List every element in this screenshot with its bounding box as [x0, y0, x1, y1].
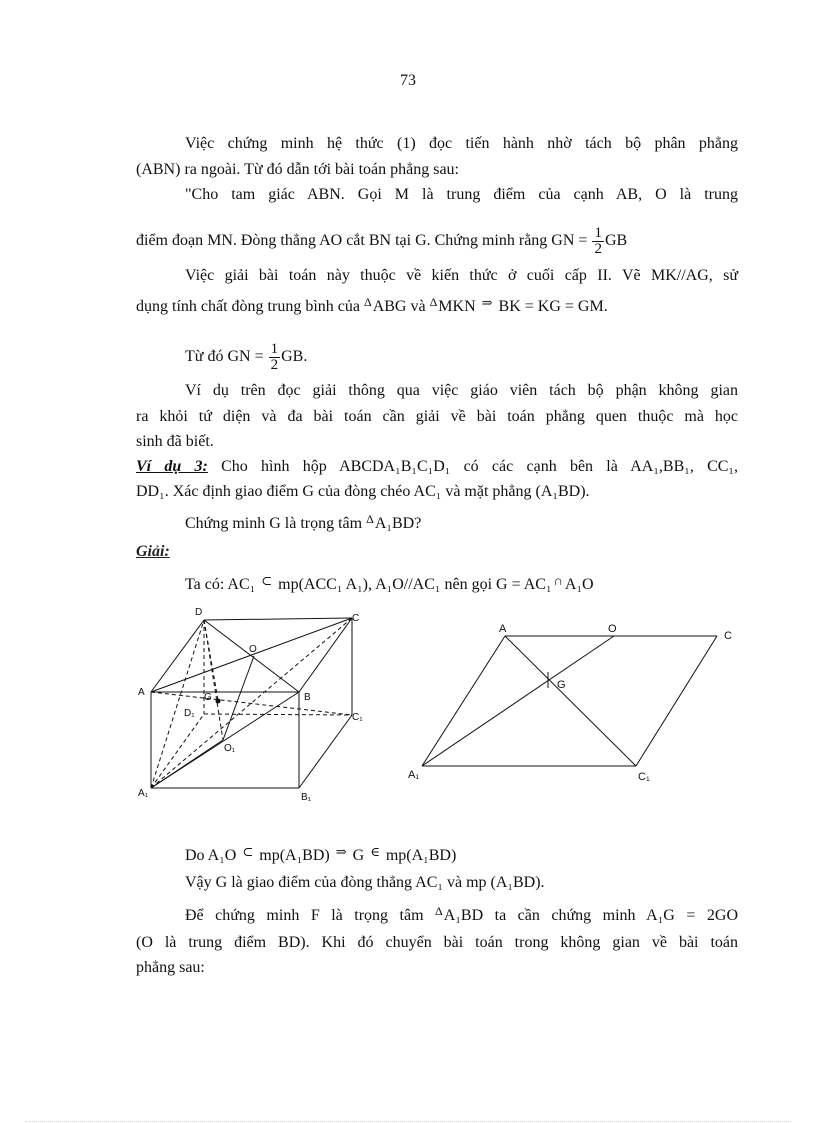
after-l1-a: Do A₁O — [185, 847, 241, 864]
label-d1: D₁ — [184, 708, 195, 719]
p4-lhs: GN = — [227, 348, 268, 366]
label-d: D — [195, 607, 203, 618]
dash-d-g — [204, 620, 218, 700]
edge-a-d — [151, 620, 204, 692]
after-line3 — [185, 906, 738, 926]
pg-label-g: G — [557, 679, 566, 691]
side-a1-a — [422, 636, 505, 766]
fraction-denominator: 2 — [594, 241, 602, 257]
diag-a-c1 — [505, 636, 636, 766]
after-line4: (O là trung điểm BD). Khi đó chuyển bài toán trong không gian về bài toán — [136, 934, 738, 951]
implies-arrow: ⇒ — [481, 295, 493, 310]
edge-b-c — [299, 618, 352, 692]
point-g — [216, 699, 221, 704]
dash-d1-c1 — [204, 714, 352, 715]
pg-label-o: O — [608, 623, 617, 635]
label-c1: C₁ — [352, 712, 363, 723]
pg-label-a: A — [499, 623, 507, 635]
diag-d-b — [204, 620, 299, 692]
subset-symbol-2: ⊂ — [242, 844, 254, 859]
after-l3-b: A₁BD ta cần chứng minh A₁G = 2GO — [443, 907, 738, 924]
dash-a1-d1 — [151, 714, 204, 788]
label-c: C — [352, 613, 360, 624]
label-o1: O₁ — [224, 743, 236, 754]
after-line2: Vậy G là giao điểm của đòng thẳng AC₁ và mp (A₁BD). — [185, 874, 545, 891]
p1-line2: (ABN) ra ngoài. Từ đó dẫn tới bài toán phẳng sau: — [136, 161, 459, 178]
subset-symbol: ⊂ — [261, 573, 273, 588]
triangle-symbol-2: Δ — [429, 295, 438, 309]
example3-line2: DD₁. Xác định giao điểm G của đòng chéo AC₁ và mặt phẳng (A₁BD). — [136, 483, 590, 500]
after-l1-b: mp(A₁BD) — [255, 847, 334, 864]
diag-a-c — [151, 618, 352, 692]
parallelogram-figure — [400, 618, 750, 788]
label-o: O — [249, 644, 257, 655]
example3-line3-b: A₁BD? — [374, 515, 422, 532]
edge-d-c — [204, 618, 352, 620]
p2-line2 — [136, 226, 627, 257]
p5-line3: sinh đã biết. — [136, 433, 214, 450]
triangle-symbol-3: Δ — [366, 512, 374, 526]
implies-arrow-2: ⇒ — [335, 844, 347, 859]
p1-line1: Việc chứng minh hệ thức (1) đọc tiến hành nhờ tách bộ phân phẳng — [185, 135, 738, 152]
solution-l1-a: Ta có: AC₁ — [185, 576, 260, 593]
pg-label-c1: C₁ — [638, 771, 650, 783]
diag-a1-o — [422, 636, 614, 766]
p4-fraction-den: 2 — [270, 357, 279, 373]
p3-line2-d: BK = KG = GM. — [494, 298, 608, 315]
page-bottom-border — [25, 1121, 791, 1122]
p3-line1: Việc giải bài toán này thuộc về kiến thức ở cuối cấp II. Vẽ MK//AG, sử — [185, 267, 738, 284]
example3-line3-a: Chứng minh G là trọng tâm — [185, 515, 367, 532]
example3-line1 — [136, 457, 738, 477]
solution-l1-c: A₁O — [564, 576, 594, 593]
example3-line3 — [185, 514, 421, 534]
page-number: 73 — [400, 72, 416, 89]
pg-label-c: C — [724, 630, 732, 642]
after-line1 — [185, 846, 456, 866]
label-a: A — [138, 687, 145, 698]
formula-lhs: GN = — [551, 232, 592, 250]
p2-line2-text: điểm đoạn MN. Đòng thẳng AO cắt BN tại G. Chứng minh rằng — [136, 232, 552, 250]
p4-rhs: GB — [281, 348, 304, 366]
example3-text: Cho hình hộp ABCDA₁B₁C₁D₁ có các cạnh bên là AA₁,BB₁, CC₁, — [207, 458, 739, 475]
p3-line2-b: ABG và — [372, 298, 430, 315]
label-b: B — [304, 692, 311, 703]
label-g: G — [204, 692, 212, 703]
seg-o-o1 — [223, 656, 254, 740]
solution-label: Giải: — [136, 543, 170, 560]
p4-text: Từ đó — [185, 348, 228, 366]
example3-label: Ví dụ 3: — [136, 458, 208, 475]
fraction-numerator: 1 — [594, 225, 602, 241]
p3-line2 — [136, 297, 608, 317]
triangle-symbol-4: Δ — [435, 904, 443, 918]
p5-line2: ra khỏi tứ diện và đa bài toán cần giải về bài toán phẳng quen thuộc mà học — [136, 408, 738, 425]
after-l1-d: mp(A₁BD) — [381, 847, 457, 864]
edge-b1-c1 — [299, 715, 352, 788]
after-l3-a: Để chứng minh F là trọng tâm — [185, 907, 436, 924]
p5-line1: Ví dụ trên đọc giải thông qua việc giáo viên tách bộ phận không gian — [185, 382, 738, 399]
solution-line1 — [185, 575, 594, 595]
p4-fraction-num: 1 — [270, 341, 279, 357]
dash-a1-d — [151, 620, 204, 788]
after-line5: phẳng sau: — [136, 959, 205, 976]
solution-l1-b: mp(ACC₁ A₁), A₁O//AC₁ nên gọi G = AC₁ — [274, 576, 552, 593]
dash-a-c1 — [151, 692, 352, 715]
p4-line — [185, 342, 307, 373]
p4-fraction — [269, 342, 281, 373]
label-a1: A₁ — [138, 788, 149, 799]
p3-line2-a: dụng tính chất đòng trung bình của — [136, 298, 364, 315]
triangle-symbol: Δ — [363, 295, 372, 309]
intersection-symbol: ∩ — [553, 573, 563, 588]
dash-d-o1 — [204, 620, 223, 740]
box-figure — [120, 600, 380, 810]
p2-line1: "Cho tam giác ABN. Gọi M là trung điểm của cạnh AB, O là trung — [185, 186, 738, 203]
element-symbol: ∈ — [370, 844, 380, 859]
p4-end: . — [303, 348, 308, 366]
after-l1-c: G — [348, 847, 369, 864]
pg-label-a1: A₁ — [408, 769, 420, 781]
formula-rhs: GB — [604, 232, 628, 250]
fraction-half — [592, 226, 604, 257]
label-b1: B₁ — [301, 792, 312, 803]
side-c1-c — [636, 636, 717, 766]
p3-line2-c: MKN — [438, 298, 480, 315]
